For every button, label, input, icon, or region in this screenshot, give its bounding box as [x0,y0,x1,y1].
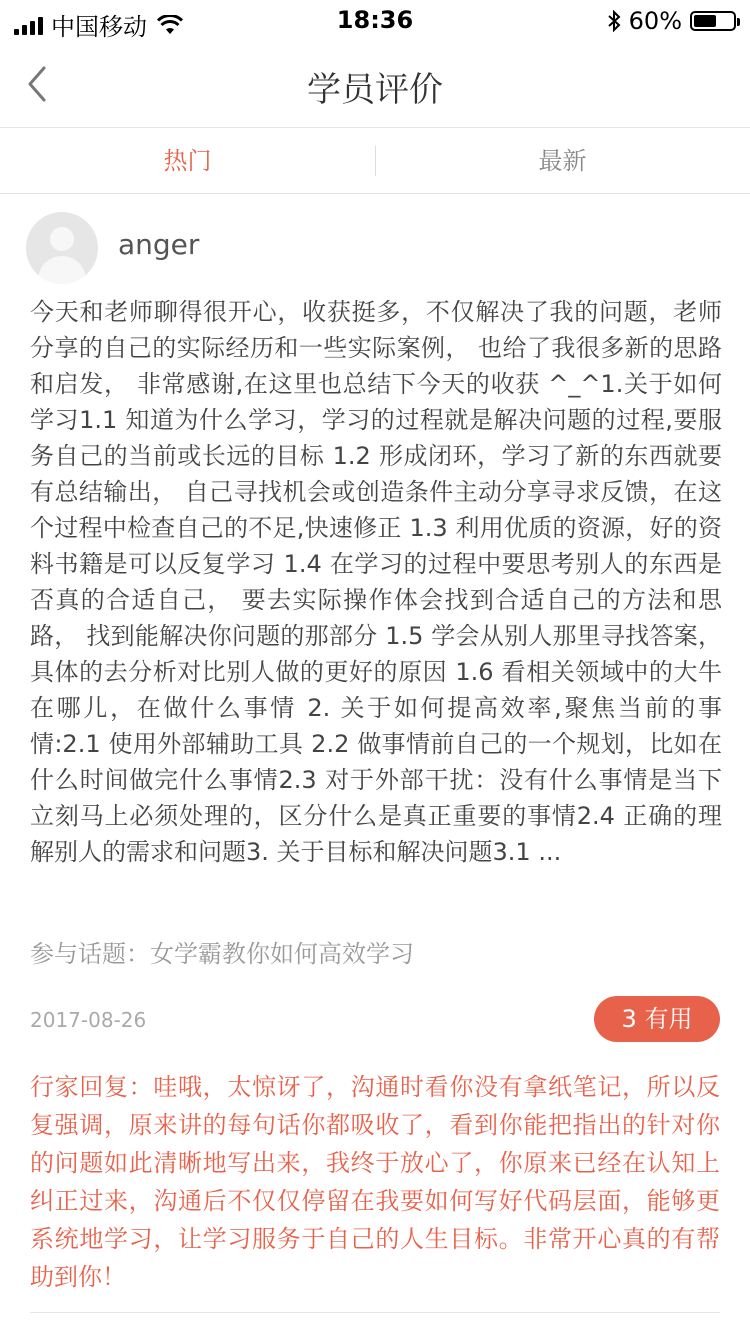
useful-button[interactable]: 3 有用 [594,996,720,1042]
topic-link[interactable] [30,934,414,969]
battery-icon [690,11,736,31]
tab-bar [0,128,750,194]
topic-value[interactable]: 女学霸教你如何高效学习 [150,940,414,968]
battery-fill [694,15,716,27]
status-time: 18:36 [336,6,414,34]
username[interactable]: anger [118,228,200,261]
tab-divider [375,146,376,176]
bluetooth-icon [607,10,621,32]
expert-reply: 行家回复：哇哦，太惊讶了，沟通时看你没有拿纸笔记，所以反复强调，原来讲的每句话你都吸收了，看到你能把指出的针对你的问题如此清晰地写出来，我终于放心了，你原来已经在认知上纠正过来，沟通后不仅仅停留在我要如何写好代码层面，能够更系统地学习，让学习服务于自己的人生目标。非常开心真的有帮助到你！ [30,1073,720,1291]
status-bar [0,0,750,40]
page-title: 学员评价 [307,70,443,110]
tab-hot[interactable]: 热门 [163,147,212,175]
divider [30,1312,720,1313]
review-date: 2017-08-26 [30,1008,147,1032]
topic-label: 参与话题： [30,940,150,968]
avatar[interactable] [26,212,98,284]
battery-percent: 60% [628,7,682,35]
review-text[interactable]: 今天和老师聊得很开心，收获挺多，不仅解决了我的问题，老师分享的自己的实际经历和一些实际案例， 也给了我很多新的思路和启发， 非常感谢,在这里也总结下今天的收获 ^_^1.关于如何学习1.1 知道为什么学习，学习的过程就是解决问题的过程,要服务自己的当前或长远的目标 1.2 形成闭环，学习了新的东西就要有总结输出， 自己寻找机会或创造条件主动分享寻求反馈，在这个过程中检查自己的不足,快速修正 1.3 利用优质的资源，好的资料书籍是可以反复学习 1.4 在学习的过程中要思考别人的东西是否真的合适自己， 要去实际操作体会找到合适自己的方法和思路， 找到能解决你问题的那部分 1.5 学会从别人那里寻找答案，具体的去分析对比别人做的更好的原因 1.6 看相关领域中的大牛在哪儿，在做什么事情 2. 关于如何提高效率,聚焦当前的事情:2.1 使用外部辅助工具 2.2 做事情前自己的一个规划，比如在什么时间做完什么事情2.3 对于外部干扰：没有什么事情是当下立刻马上必须处理的，区分什么是真正重要的事情2.4 正确的理解别人的需求和问题3. 关于目标和解决问题3.1 ... [30,298,722,866]
tab-latest[interactable]: 最新 [538,147,587,175]
status-right [607,7,736,35]
carrier-name: 中国移动 [51,13,147,41]
nav-bar [0,40,750,128]
